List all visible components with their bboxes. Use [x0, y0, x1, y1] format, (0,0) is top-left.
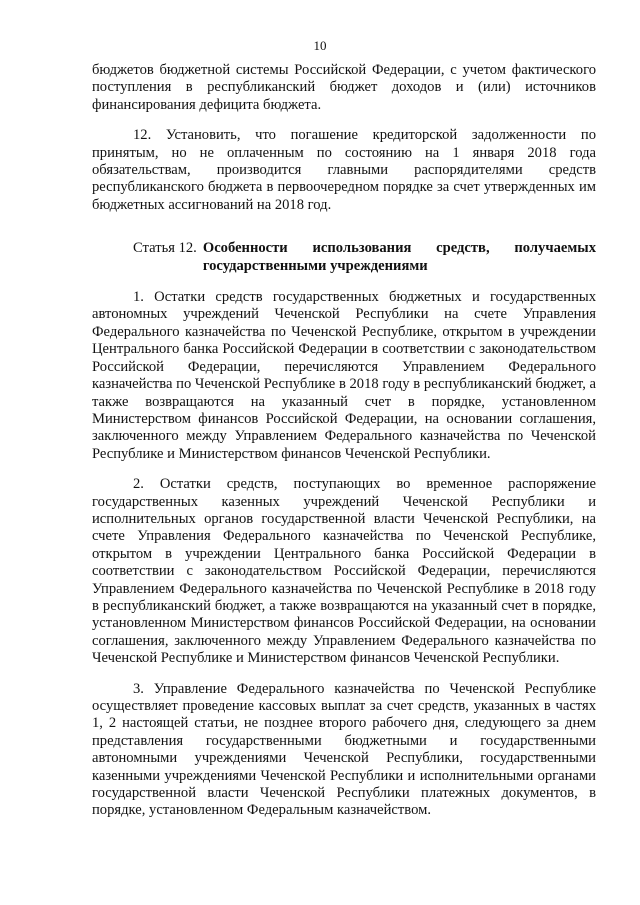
article-item-2: 2. Остатки средств, поступающих во временное распоряжение государственных казенных учреждений Чеченской Республики и исполнительных органов государственной власти Чеченской Республики, на счете Управления Федерального казначейства по Чеченской Республике, открытом в учреждении Центрального банка Российской Федерации в соответствии с законодательством Российской Федерации, перечисляются Управлением Федерального казначейства по Чеченской Республике в 2018 году в республиканский бюджет, а также возвращаются на указанный счет в порядке, установленном Министерством финансов Российской Федерации, на основании соглашения, заключенного между Управлением Федерального казначейства по Чеченской Республике и Министерством финансов Чеченской Республики.	[92, 476, 596, 667]
article-item-1: 1. Остатки средств государственных бюджетных и государственных автономных учреждений Чеченской Республики на счете Управления Федерального казначейства по Чеченской Республике, открытом в учреждении Центрального банка Российской Федерации в соответствии с законодательством Российской Федерации, перечисляются Управлением Федерального казначейства по Чеченской Республике в 2018 году в республиканский бюджет, а также возвращаются на указанный счет в порядке, установленном Министерством финансов Российской Федерации, на основании соглашения, заключенного между Управлением Федерального казначейства по Чеченской Республике и Министерством финансов Чеченской Республики.	[92, 289, 596, 462]
article-title: Особенности использования средств, получаемых государственными учреждениями	[202, 240, 596, 274]
paragraph-continuation: бюджетов бюджетной системы Российской Федерации, с учетом фактического поступления в республиканский бюджет доходов и (или) источников финансирования дефицита бюджета.	[92, 62, 596, 113]
document-body	[92, 62, 596, 833]
paragraph-12: 12. Установить, что погашение кредиторской задолженности по принятым, но не оплаченным по состоянию на 1 января 2018 года обязательствам, производится главными распорядителями средств республиканского бюджета в первоочередном порядке за счет утвержденных им бюджетных ассигнований на 2018 год.	[92, 127, 596, 213]
page-number: 10	[313, 38, 327, 53]
article-item-3: 3. Управление Федерального казначейства по Чеченской Республике осуществляет проведение кассовых выплат за счет средств, указанных в частях 1, 2 настоящей статьи, не позднее второго рабочего дня, следующего за днем представления государственными бюджетными и государственными автономными учреждениями Чеченской Республики, государственными казенными учреждениями Чеченской Республики и исполнительными органами государственной власти Чеченской Республики платежных документов, в порядке, установленном Федеральным казначейством.	[92, 680, 596, 819]
article-label: Статья 12.	[133, 240, 197, 257]
article-heading	[92, 240, 596, 275]
